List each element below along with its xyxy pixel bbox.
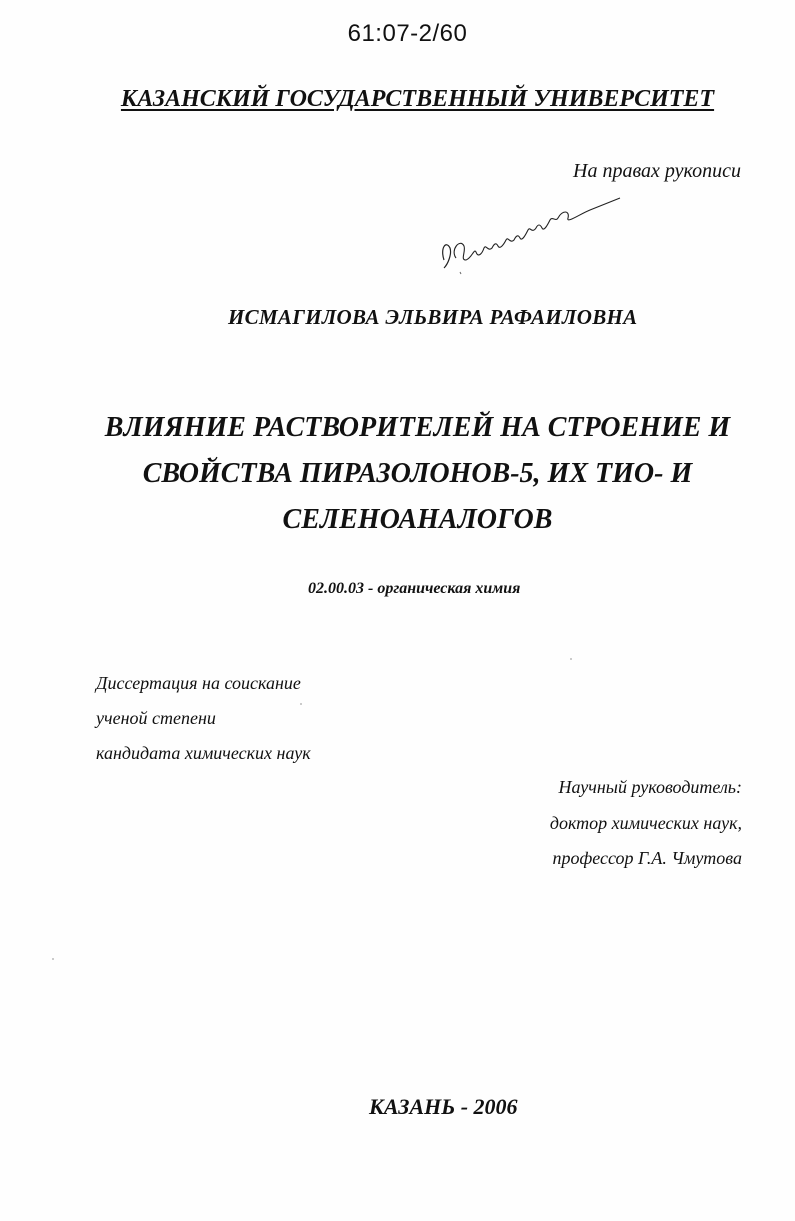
specialty-code: 02.00.03 - органическая химия <box>308 580 521 597</box>
handwritten-signature <box>430 188 630 278</box>
thesis-title-line-1: ВЛИЯНИЕ РАСТВОРИТЕЛЕЙ НА СТРОЕНИЕ И <box>104 412 731 443</box>
author-name: ИСМАГИЛОВА ЭЛЬВИРА РАФАИЛОВНА <box>228 305 638 329</box>
supervisor-line-1: Научный руководитель: <box>558 777 742 797</box>
city-year: КАЗАНЬ - 2006 <box>369 1094 518 1119</box>
scan-speck <box>300 703 302 705</box>
thesis-title-line-2: СВОЙСТВА ПИРАЗОЛОНОВ-5, ИХ ТИО- И <box>142 458 693 489</box>
degree-line-3: кандидата химических наук <box>96 743 311 763</box>
scan-speck <box>52 958 54 960</box>
rights-note: На правах рукописи <box>573 160 741 182</box>
supervisor-line-3: профессор Г.А. Чмутова <box>552 848 742 868</box>
degree-line-1: Диссертация на соискание <box>96 673 301 693</box>
archive-code: 61:07-2/60 <box>347 20 468 47</box>
degree-line-2: ученой степени <box>96 708 216 728</box>
supervisor-line-2: доктор химических наук, <box>549 813 742 833</box>
scan-speck <box>570 658 572 660</box>
university-name: КАЗАНСКИЙ ГОСУДАРСТВЕННЫЙ УНИВЕРСИТЕТ <box>120 86 715 112</box>
thesis-title-line-3: СЕЛЕНОАНАЛОГОВ <box>282 504 553 535</box>
